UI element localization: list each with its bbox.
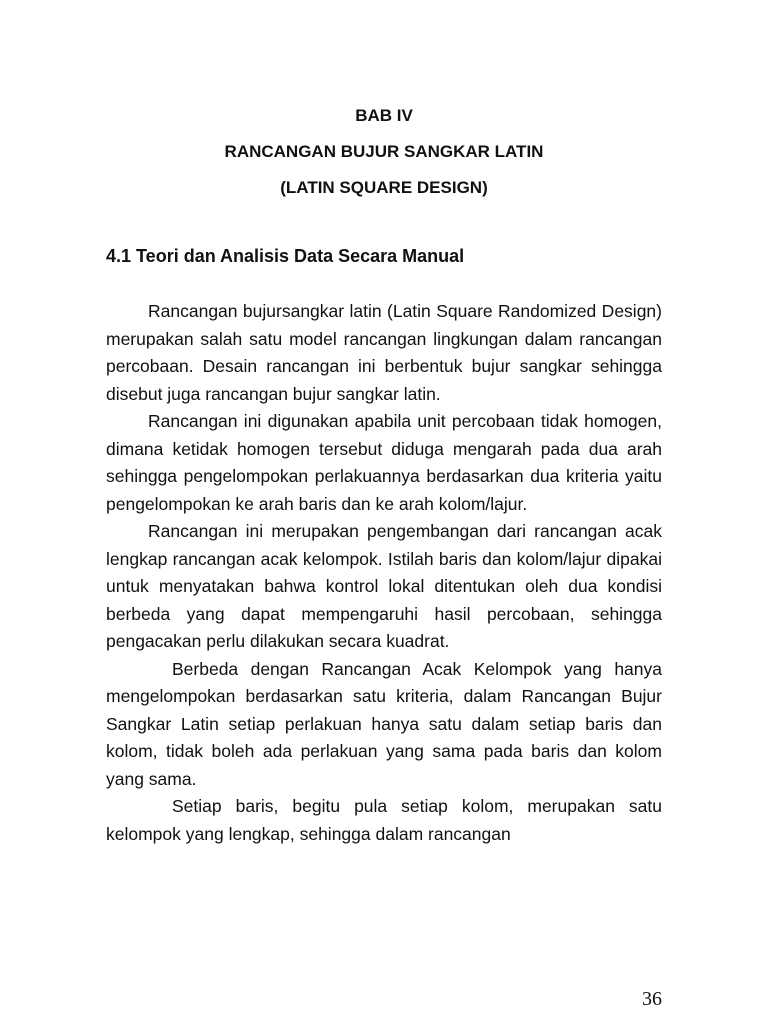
- body-text: [106, 298, 662, 848]
- paragraph: Rancangan bujursangkar latin (Latin Square Randomized Design) merupakan salah satu model rancangan lingkungan dalam rancangan percobaan. Desain rancangan ini berbentuk bujur sangkar sehingga disebut juga rancangan bujur sangkar latin.: [106, 301, 662, 404]
- chapter-label: BAB IV: [355, 106, 413, 125]
- page-number: 36: [642, 988, 662, 1010]
- chapter-subtitle: (LATIN SQUARE DESIGN): [280, 178, 488, 197]
- paragraph: Rancangan ini merupakan pengembangan dari rancangan acak lengkap rancangan acak kelompok. Istilah baris dan kolom/lajur dipakai untuk menyatakan bahwa kontrol lokal ditentukan oleh dua kondisi berbeda yang dapat mempengaruhi hasil percobaan, sehingga pengacakan perlu dilakukan secara kuadrat.: [106, 521, 662, 651]
- section-heading: 4.1 Teori dan Analisis Data Secara Manual: [106, 246, 465, 266]
- paragraph: Rancangan ini digunakan apabila unit percobaan tidak homogen, dimana ketidak homogen tersebut diduga mengarah pada dua arah sehingga pengelompokan perlakuannya berdasarkan dua kriteria yaitu pengelompokan ke arah baris dan ke arah kolom/lajur.: [106, 411, 662, 514]
- chapter-title: RANCANGAN BUJUR SANGKAR LATIN: [224, 142, 544, 161]
- paragraph: Berbeda dengan Rancangan Acak Kelompok yang hanya mengelompokan berdasarkan satu kriteria, dalam Rancangan Bujur Sangkar Latin setiap perlakuan hanya satu dalam setiap baris dan kolom, tidak boleh ada perlakuan yang sama pada baris dan kolom yang sama.: [106, 658, 662, 789]
- chapter-heading: [0, 104, 768, 212]
- paragraph: Setiap baris, begitu pula setiap kolom, merupakan satu kelompok yang lengkap, sehingga dalam rancangan: [106, 796, 662, 844]
